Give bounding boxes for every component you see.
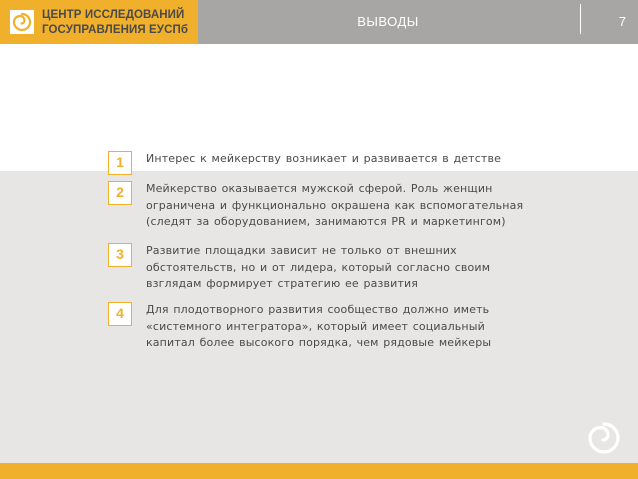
item-text-line: Интерес к мейкерству возникает и развивается в детстве [146, 152, 502, 165]
item-text-line: капитал более высокого порядка, чем рядовые мейкеры [146, 336, 492, 349]
item-text-line: взглядам формирует стратегию ее развития [146, 277, 419, 290]
organization-name [42, 8, 188, 38]
spiral-watermark-icon [584, 418, 624, 458]
item-number-badge: 3 [108, 243, 132, 267]
page-title: ВЫВОДЫ [357, 14, 419, 29]
header-divider [580, 4, 581, 34]
item-number-badge: 4 [108, 302, 132, 326]
item-text [146, 243, 566, 293]
item-text-line: ограничена и функционально окрашена как вспомогательная [146, 198, 524, 212]
header-logo-block [0, 0, 198, 44]
item-text-line: «системного интегратора», который имеет социальный [146, 319, 485, 333]
item-text [146, 181, 566, 231]
item-number-badge: 2 [108, 181, 132, 205]
item-text-line: (следят за оборудованием, занимаются PR и маркетингом) [146, 215, 506, 228]
item-text-line: обстоятельств, но и от лидера, который согласно своим [146, 260, 491, 274]
item-text-line: Для плодотворного развития сообщество должно иметь [146, 303, 490, 316]
spiral-logo-icon [10, 10, 34, 34]
org-name-line-2: ГОСУПРАВЛЕНИЯ ЕУСПб [42, 24, 189, 36]
footer-accent-bar [0, 463, 638, 479]
item-text-line: Мейкерство оказывается мужской сферой. Роль женщин [146, 182, 493, 195]
header-bar [198, 0, 638, 44]
org-name-line-1: ЦЕНТР ИССЛЕДОВАНИЙ [42, 9, 185, 21]
item-text [146, 151, 566, 168]
item-text-line: Развитие площадки зависит не только от внешних [146, 244, 457, 257]
item-text [146, 302, 566, 352]
page-number: 7 [618, 14, 626, 29]
item-number-badge: 1 [108, 151, 132, 175]
